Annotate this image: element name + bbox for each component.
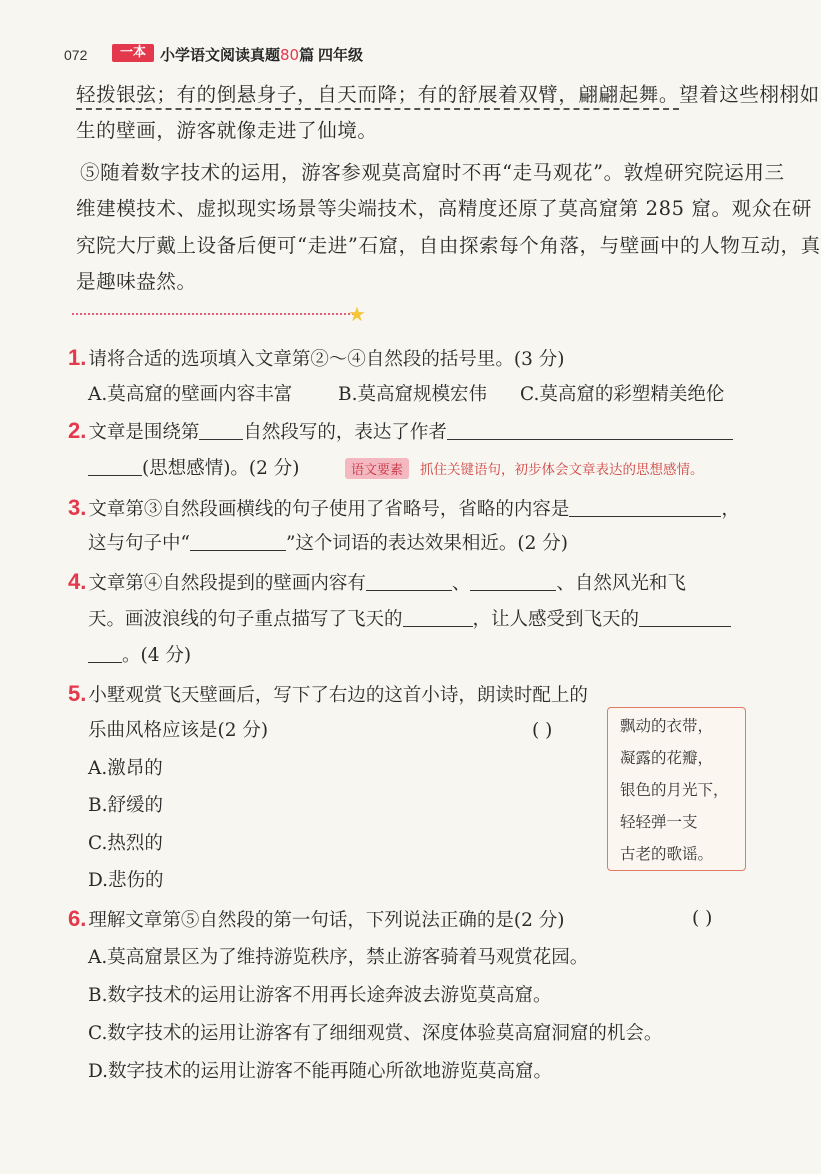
answer-blank[interactable] (88, 644, 122, 663)
q1-option-c[interactable]: C.莫高窟的彩塑精美绝伦 (520, 384, 725, 405)
passage-line-1 (76, 80, 820, 110)
question-2-line-2 (88, 455, 300, 483)
q1-option-b[interactable]: B.莫高窟规模宏伟 (338, 384, 487, 405)
question-4-line-3 (88, 642, 191, 670)
key-element-tag: 语文要素 (345, 458, 409, 479)
question-5-number: 5. (68, 681, 87, 706)
question-4-text-6: 。(4 分) (122, 645, 192, 666)
question-5-text-2: 乐曲风格应该是(2 分) (88, 720, 269, 741)
question-3-line-2 (88, 530, 568, 558)
question-4 (68, 568, 686, 598)
poem-line: 古老的歌谣。 (620, 845, 714, 863)
question-3-text-1: 文章第③自然段画横线的句子使用了省略号，省略的内容是 (88, 499, 570, 520)
passage-line-4: 维建模技术、虚拟现实场景等尖端技术，高精度还原了莫高窟第 285 窟。观众在研 (76, 197, 813, 220)
question-4-text-1: 文章第④自然段提到的壁画内容有 (88, 573, 366, 594)
answer-blank[interactable] (190, 532, 286, 551)
question-4-line-2 (88, 606, 731, 634)
answer-parentheses[interactable]: ( ) (692, 908, 713, 929)
poem-box (607, 707, 746, 871)
q6-option-a[interactable]: A.莫高窟景区为了维持游览秩序，禁止游客骑着马观赏花园。 (88, 947, 589, 968)
poem-line: 银色的月光下， (620, 781, 729, 799)
question-4-number: 4. (68, 569, 87, 594)
book-count: 80 (280, 46, 300, 64)
section-divider (72, 313, 354, 315)
q6-option-d[interactable]: D.数字技术的运用让游客不能再随心所欲地游览莫高窟。 (88, 1061, 553, 1082)
question-5 (68, 680, 588, 710)
question-2-number: 2. (68, 418, 87, 443)
q5-option-c[interactable]: C.热烈的 (88, 833, 163, 854)
key-element-hint: 抓住关键语句，初步体会文章表达的思想感情。 (420, 462, 704, 478)
answer-blank[interactable] (470, 572, 556, 591)
question-4-text-3: 、自然风光和飞 (556, 573, 686, 594)
question-3-text-3: 这与句子中“ (88, 533, 190, 554)
q6-option-c[interactable]: C.数字技术的运用让游客有了细细观赏、深度体验莫高窟洞窟的机会。 (88, 1023, 663, 1044)
book-title-text: 小学语文阅读真题 (160, 46, 281, 64)
question-6-number: 6. (68, 906, 87, 931)
book-unit: 篇 (299, 46, 315, 64)
answer-blank[interactable] (199, 421, 243, 440)
question-4-text-2: 、 (451, 573, 471, 594)
q6-option-b[interactable]: B.数字技术的运用让游客不用再长途奔波去游览莫高窟。 (88, 985, 552, 1006)
question-3-number: 3. (68, 495, 87, 520)
question-2 (68, 417, 733, 447)
question-2-text-3: (思想感情)。(2 分) (142, 458, 300, 479)
dashed-underlined-text: 轻拨银弦；有的倒悬身子，自天而降；有的舒展着双臂，翩翩起舞。 (76, 83, 679, 110)
passage-line-5: 究院大厅戴上设备后便可“走进”石窟，自由探索每个角落，与壁画中的人物互动，真 (76, 234, 821, 257)
q5-option-d[interactable]: D.悲伤的 (88, 870, 164, 891)
question-2-text-2: 自然段写的，表达了作者 (243, 422, 447, 443)
question-3 (68, 494, 740, 524)
passage-line-3: ⑤随着数字技术的运用，游客参观莫高窟时不再“走马观花”。敦煌研究院运用三 (80, 161, 785, 184)
answer-blank[interactable] (639, 608, 731, 627)
passage-line-6: 是趣味盎然。 (76, 270, 197, 293)
poem-line: 轻轻弹一支 (620, 813, 698, 831)
answer-blank[interactable] (366, 572, 452, 591)
grade-label: 四年级 (318, 46, 364, 64)
question-1-number: 1. (68, 345, 87, 370)
question-6-text: 理解文章第⑤自然段的第一句话，下列说法正确的是(2 分) (88, 910, 565, 931)
question-5-text-1: 小墅观赏飞天壁画后，写下了右边的这首小诗，朗读时配上的 (88, 685, 588, 706)
brand-logo: 一本 (112, 44, 154, 62)
q5-option-b[interactable]: B.舒缓的 (88, 795, 163, 816)
passage-line-2: 生的壁画，游客就像走进了仙境。 (76, 119, 378, 142)
answer-blank[interactable] (88, 457, 142, 476)
book-title (160, 44, 314, 65)
page-number: 072 (64, 47, 88, 63)
answer-parentheses[interactable]: ( ) (532, 720, 553, 741)
q1-option-a[interactable]: A.莫高窟的壁画内容丰富 (88, 384, 293, 405)
q5-option-a[interactable]: A.激昂的 (88, 758, 163, 779)
poem-line: 凝露的花瓣， (620, 749, 714, 767)
question-1-text: 请将合适的选项填入文章第②～④自然段的括号里。(3 分) (88, 349, 565, 370)
question-3-text-2: ， (721, 499, 740, 520)
passage-line-1-tail: 望着这些栩栩如 (679, 83, 820, 106)
question-3-text-4: ”这个词语的表达效果相近。(2 分) (285, 533, 569, 554)
star-icon: ★ (348, 302, 366, 326)
question-1 (68, 344, 564, 374)
question-4-text-4: 天。画波浪线的句子重点描写了飞天的 (88, 609, 403, 630)
question-6 (68, 905, 564, 935)
answer-blank[interactable] (447, 421, 733, 440)
answer-blank[interactable] (569, 498, 721, 517)
question-2-text-1: 文章是围绕第 (88, 422, 200, 443)
question-4-text-5: ，让人感受到飞天的 (472, 609, 640, 630)
answer-blank[interactable] (403, 608, 473, 627)
poem-line: 飘动的衣带， (620, 717, 714, 735)
